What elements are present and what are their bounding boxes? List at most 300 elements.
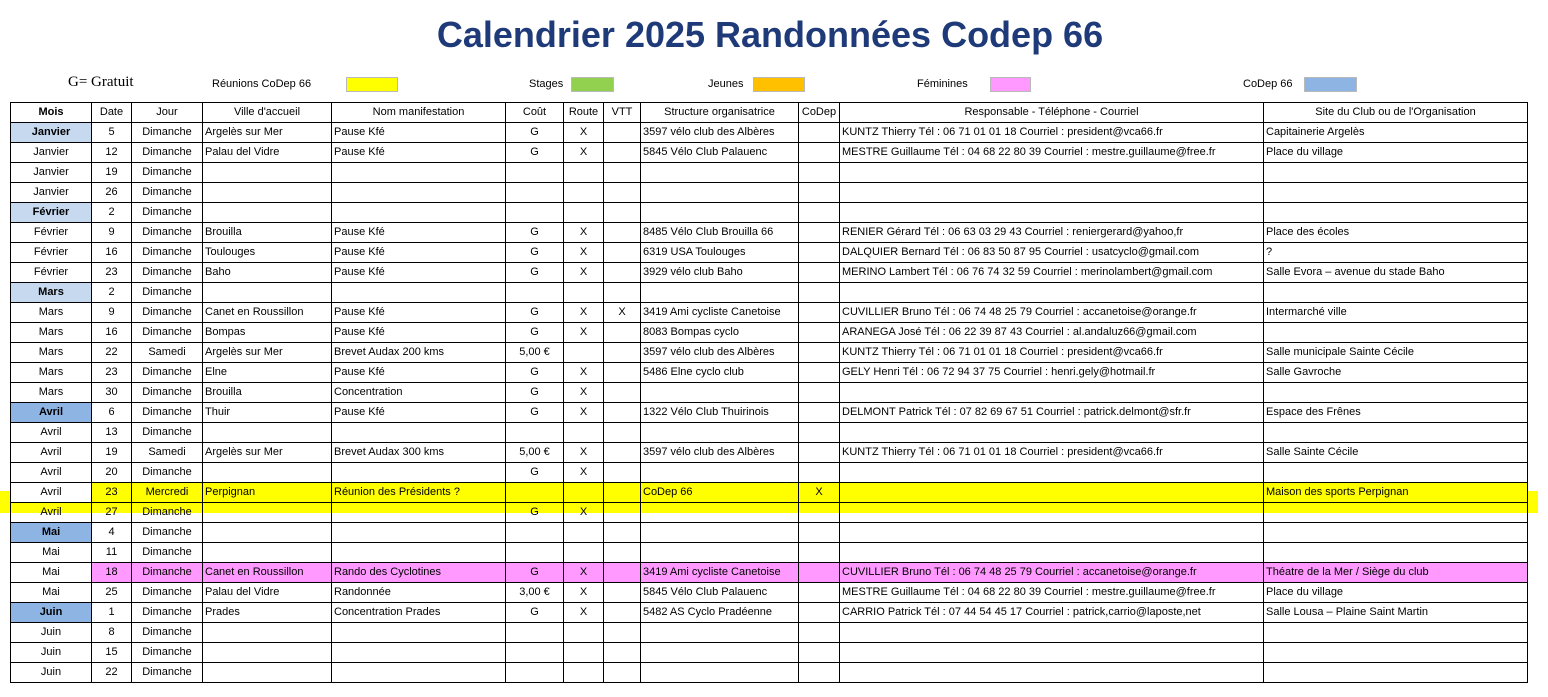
cell-nom: Pause Kfé [332,143,506,163]
cell-mois: Février [11,243,92,263]
cell-responsable: KUNTZ Thierry Tél : 06 71 01 01 18 Courriel : president@vca66.fr [840,123,1264,143]
cell-site: Maison des sports Perpignan [1264,483,1528,503]
cell-nom: Pause Kfé [332,243,506,263]
table-row [11,403,1528,423]
cell-route [564,343,604,363]
cell-ville: Brouilla [203,223,332,243]
cell-responsable [840,163,1264,183]
cell-cout: G [506,303,564,323]
cell-vtt [604,143,641,163]
cell-responsable [840,483,1264,503]
calendar-table [10,102,1528,683]
cell-mois: Mai [11,563,92,583]
cell-site [1264,203,1528,223]
cell-cout: G [506,323,564,343]
cell-route [564,203,604,223]
cell-mois: Mars [11,343,92,363]
cell-vtt [604,543,641,563]
cell-mois: Mars [11,363,92,383]
cell-cout [506,523,564,543]
cell-date: 12 [92,143,132,163]
table-row [11,203,1528,223]
table-row [11,483,1528,503]
cell-cout [506,483,564,503]
table-row [11,423,1528,443]
cell-date: 2 [92,283,132,303]
cell-structure [641,463,799,483]
cell-responsable [840,423,1264,443]
cell-vtt [604,383,641,403]
cell-nom: Pause Kfé [332,223,506,243]
cell-route: X [564,263,604,283]
cell-cout: G [506,223,564,243]
cell-route [564,543,604,563]
cell-vtt [604,603,641,623]
cell-mois: Février [11,203,92,223]
cell-jour: Dimanche [132,143,203,163]
cell-site: Salle Gavroche [1264,363,1528,383]
cell-date: 16 [92,243,132,263]
cell-mois: Février [11,263,92,283]
cell-codep [799,623,840,643]
table-row [11,303,1528,323]
cell-vtt [604,663,641,683]
cell-codep [799,603,840,623]
cell-site: Intermarché ville [1264,303,1528,323]
table-row [11,463,1528,483]
cell-site: Place du village [1264,583,1528,603]
cell-vtt [604,423,641,443]
cell-route: X [564,303,604,323]
cell-jour: Dimanche [132,503,203,523]
cell-codep [799,283,840,303]
cell-vtt [604,363,641,383]
table-row [11,323,1528,343]
cell-codep [799,343,840,363]
cell-route: X [564,143,604,163]
cell-structure [641,523,799,543]
cell-site [1264,523,1528,543]
cell-ville [203,503,332,523]
header-jour: Jour [132,103,203,123]
legend-jeunes-swatch [753,77,805,92]
cell-date: 8 [92,623,132,643]
cell-nom: Brevet Audax 200 kms [332,343,506,363]
cell-vtt [604,183,641,203]
cell-structure: 8485 Vélo Club Brouilla 66 [641,223,799,243]
cell-structure [641,643,799,663]
cell-nom [332,283,506,303]
cell-site: ? [1264,243,1528,263]
cell-route [564,423,604,443]
cell-mois: Mai [11,583,92,603]
cell-responsable [840,183,1264,203]
cell-codep [799,423,840,443]
cell-codep [799,503,840,523]
cell-nom: Concentration [332,383,506,403]
cell-nom [332,203,506,223]
cell-responsable: CUVILLIER Bruno Tél : 06 74 48 25 79 Courriel : accanetoise@orange.fr [840,563,1264,583]
cell-route: X [564,403,604,423]
cell-responsable [840,503,1264,523]
cell-vtt [604,463,641,483]
cell-site [1264,543,1528,563]
cell-mois: Mai [11,543,92,563]
cell-jour: Dimanche [132,203,203,223]
cell-nom: Concentration Prades [332,603,506,623]
cell-responsable: KUNTZ Thierry Tél : 06 71 01 01 18 Courriel : president@vca66.fr [840,343,1264,363]
cell-vtt [604,323,641,343]
table-row [11,663,1528,683]
cell-cout: G [506,403,564,423]
cell-jour: Dimanche [132,383,203,403]
cell-route: X [564,443,604,463]
table-row [11,603,1528,623]
cell-jour: Dimanche [132,323,203,343]
cell-nom: Réunion des Présidents ? [332,483,506,503]
cell-mois: Juin [11,643,92,663]
cell-cout: G [506,143,564,163]
cell-responsable: ARANEGA José Tél : 06 22 39 87 43 Courriel : al.andaluz66@gmail.com [840,323,1264,343]
cell-date: 27 [92,503,132,523]
cell-ville [203,183,332,203]
cell-cout: G [506,563,564,583]
cell-ville: Bompas [203,323,332,343]
legend-reunions-label: Réunions CoDep 66 [212,78,312,90]
cell-responsable: GELY Henri Tél : 06 72 94 37 75 Courriel : henri.gely@hotmail.fr [840,363,1264,383]
cell-route: X [564,223,604,243]
cell-codep: X [799,483,840,503]
cell-responsable: MERINO Lambert Tél : 06 76 74 32 59 Courriel : merinolambert@gmail.com [840,263,1264,283]
cell-mois: Juin [11,603,92,623]
cell-site: Salle municipale Sainte Cécile [1264,343,1528,363]
cell-site [1264,383,1528,403]
cell-vtt [604,283,641,303]
legend-stages-swatch [571,77,614,92]
cell-cout [506,663,564,683]
cell-site [1264,163,1528,183]
cell-date: 19 [92,443,132,463]
table-row [11,183,1528,203]
cell-cout [506,203,564,223]
cell-ville [203,203,332,223]
cell-date: 9 [92,303,132,323]
cell-date: 22 [92,663,132,683]
table-row [11,343,1528,363]
cell-nom [332,163,506,183]
cell-structure: 1322 Vélo Club Thuirinois [641,403,799,423]
cell-cout: G [506,263,564,283]
cell-ville [203,623,332,643]
cell-codep [799,123,840,143]
header-nom: Nom manifestation [332,103,506,123]
cell-site: Espace des Frênes [1264,403,1528,423]
cell-ville [203,163,332,183]
cell-ville: Toulouges [203,243,332,263]
table-row [11,623,1528,643]
cell-date: 23 [92,263,132,283]
cell-jour: Dimanche [132,663,203,683]
cell-nom: Pause Kfé [332,403,506,423]
cell-nom [332,643,506,663]
cell-structure [641,183,799,203]
cell-vtt: X [604,303,641,323]
cell-vtt [604,263,641,283]
cell-jour: Dimanche [132,463,203,483]
cell-jour: Dimanche [132,283,203,303]
cell-vtt [604,563,641,583]
header-ville: Ville d'accueil [203,103,332,123]
cell-ville [203,423,332,443]
cell-ville: Argelès sur Mer [203,443,332,463]
cell-structure: 5482 AS Cyclo Pradéenne [641,603,799,623]
legend-codep-label: CoDep 66 [1243,78,1293,90]
cell-cout [506,623,564,643]
cell-structure [641,163,799,183]
cell-vtt [604,203,641,223]
cell-route: X [564,123,604,143]
cell-codep [799,383,840,403]
cell-route: X [564,603,604,623]
cell-site [1264,283,1528,303]
cell-cout: 5,00 € [506,443,564,463]
cell-nom [332,423,506,443]
header-date: Date [92,103,132,123]
cell-structure [641,203,799,223]
cell-nom: Rando des Cyclotines [332,563,506,583]
cell-codep [799,363,840,383]
cell-cout [506,283,564,303]
cell-mois: Avril [11,503,92,523]
cell-jour: Dimanche [132,523,203,543]
cell-site [1264,663,1528,683]
cell-site: Salle Sainte Cécile [1264,443,1528,463]
cell-vtt [604,443,641,463]
table-row [11,543,1528,563]
table-row [11,163,1528,183]
cell-responsable [840,383,1264,403]
cell-date: 25 [92,583,132,603]
cell-nom [332,623,506,643]
header-cout: Coût [506,103,564,123]
cell-cout: G [506,383,564,403]
cell-nom [332,463,506,483]
cell-structure [641,503,799,523]
cell-jour: Samedi [132,343,203,363]
cell-structure: 5845 Vélo Club Palauenc [641,143,799,163]
cell-cout [506,543,564,563]
cell-structure: 5486 Elne cyclo club [641,363,799,383]
cell-structure [641,543,799,563]
cell-jour: Dimanche [132,623,203,643]
cell-date: 11 [92,543,132,563]
cell-jour: Dimanche [132,603,203,623]
cell-ville: Baho [203,263,332,283]
cell-vtt [604,343,641,363]
cell-codep [799,523,840,543]
cell-mois: Mai [11,523,92,543]
cell-mois: Mars [11,383,92,403]
cell-mois: Février [11,223,92,243]
cell-site: Place des écoles [1264,223,1528,243]
cell-codep [799,663,840,683]
cell-nom [332,183,506,203]
cell-date: 23 [92,483,132,503]
cell-ville [203,543,332,563]
cell-ville [203,523,332,543]
cell-jour: Dimanche [132,583,203,603]
cell-ville: Palau del Vidre [203,583,332,603]
cell-vtt [604,243,641,263]
cell-jour: Dimanche [132,643,203,663]
cell-jour: Dimanche [132,543,203,563]
cell-site: Place du village [1264,143,1528,163]
cell-mois: Mars [11,283,92,303]
cell-responsable: CUVILLIER Bruno Tél : 06 74 48 25 79 Courriel : accanetoise@orange.fr [840,303,1264,323]
cell-site: Salle Lousa – Plaine Saint Martin [1264,603,1528,623]
cell-responsable [840,463,1264,483]
cell-cout: G [506,243,564,263]
cell-structure: 8083 Bompas cyclo [641,323,799,343]
cell-date: 4 [92,523,132,543]
legend-jeunes-label: Jeunes [708,78,744,90]
cell-date: 13 [92,423,132,443]
cell-vtt [604,403,641,423]
cell-responsable [840,623,1264,643]
cell-structure [641,623,799,643]
cell-jour: Dimanche [132,563,203,583]
cell-date: 9 [92,223,132,243]
cell-jour: Dimanche [132,403,203,423]
cell-structure: CoDep 66 [641,483,799,503]
cell-ville: Argelès sur Mer [203,123,332,143]
cell-mois: Avril [11,483,92,503]
cell-date: 1 [92,603,132,623]
cell-route [564,623,604,643]
legend-feminines-swatch [990,77,1031,92]
header-codep: CoDep [799,103,840,123]
cell-nom [332,503,506,523]
cell-route [564,483,604,503]
cell-vtt [604,503,641,523]
cell-codep [799,223,840,243]
table-row [11,363,1528,383]
cell-structure: 3419 Ami cycliste Canetoise [641,563,799,583]
header-responsable: Responsable - Téléphone - Courriel [840,103,1264,123]
cell-structure [641,663,799,683]
cell-route [564,523,604,543]
cell-date: 26 [92,183,132,203]
cell-structure [641,383,799,403]
cell-site [1264,183,1528,203]
cell-nom: Pause Kfé [332,323,506,343]
cell-cout [506,183,564,203]
cell-codep [799,143,840,163]
table-row [11,383,1528,403]
cell-site: Capitainerie Argelès [1264,123,1528,143]
cell-date: 20 [92,463,132,483]
cell-date: 18 [92,563,132,583]
cell-ville [203,643,332,663]
cell-structure: 5845 Vélo Club Palauenc [641,583,799,603]
cell-codep [799,203,840,223]
cell-mois: Avril [11,463,92,483]
cell-cout [506,423,564,443]
cell-site: Salle Evora – avenue du stade Baho [1264,263,1528,283]
cell-codep [799,303,840,323]
cell-codep [799,183,840,203]
cell-codep [799,543,840,563]
cell-cout [506,643,564,663]
cell-jour: Dimanche [132,303,203,323]
cell-codep [799,323,840,343]
legend-codep-swatch [1304,77,1357,92]
cell-site [1264,623,1528,643]
cell-codep [799,243,840,263]
table-row [11,283,1528,303]
cell-responsable: KUNTZ Thierry Tél : 06 71 01 01 18 Courriel : president@vca66.fr [840,443,1264,463]
cell-vtt [604,623,641,643]
cell-mois: Avril [11,423,92,443]
cell-route: X [564,383,604,403]
cell-route [564,283,604,303]
table-row [11,143,1528,163]
table-row [11,223,1528,243]
cell-cout: G [506,463,564,483]
cell-ville: Argelès sur Mer [203,343,332,363]
cell-ville: Elne [203,363,332,383]
cell-route [564,663,604,683]
cell-nom [332,663,506,683]
cell-ville [203,283,332,303]
cell-jour: Dimanche [132,363,203,383]
cell-nom: Pause Kfé [332,263,506,283]
cell-mois: Avril [11,443,92,463]
cell-cout [506,163,564,183]
header-structure: Structure organisatrice [641,103,799,123]
table-row [11,583,1528,603]
cell-mois: Janvier [11,183,92,203]
cell-route: X [564,463,604,483]
cell-route: X [564,363,604,383]
cell-site [1264,503,1528,523]
header-site: Site du Club ou de l'Organisation [1264,103,1528,123]
cell-site [1264,463,1528,483]
cell-nom: Pause Kfé [332,123,506,143]
cell-structure: 3929 vélo club Baho [641,263,799,283]
cell-codep [799,263,840,283]
cell-site [1264,643,1528,663]
cell-mois: Avril [11,403,92,423]
cell-cout: 5,00 € [506,343,564,363]
cell-nom: Brevet Audax 300 kms [332,443,506,463]
cell-ville: Thuir [203,403,332,423]
cell-structure: 3597 vélo club des Albères [641,123,799,143]
cell-vtt [604,583,641,603]
cell-date: 22 [92,343,132,363]
cell-route: X [564,583,604,603]
cell-vtt [604,123,641,143]
legend-feminines-label: Féminines [917,78,968,90]
cell-ville: Prades [203,603,332,623]
cell-responsable [840,643,1264,663]
cell-structure [641,423,799,443]
cell-codep [799,583,840,603]
cell-jour: Mercredi [132,483,203,503]
cell-codep [799,643,840,663]
cell-cout: G [506,603,564,623]
cell-mois: Janvier [11,163,92,183]
